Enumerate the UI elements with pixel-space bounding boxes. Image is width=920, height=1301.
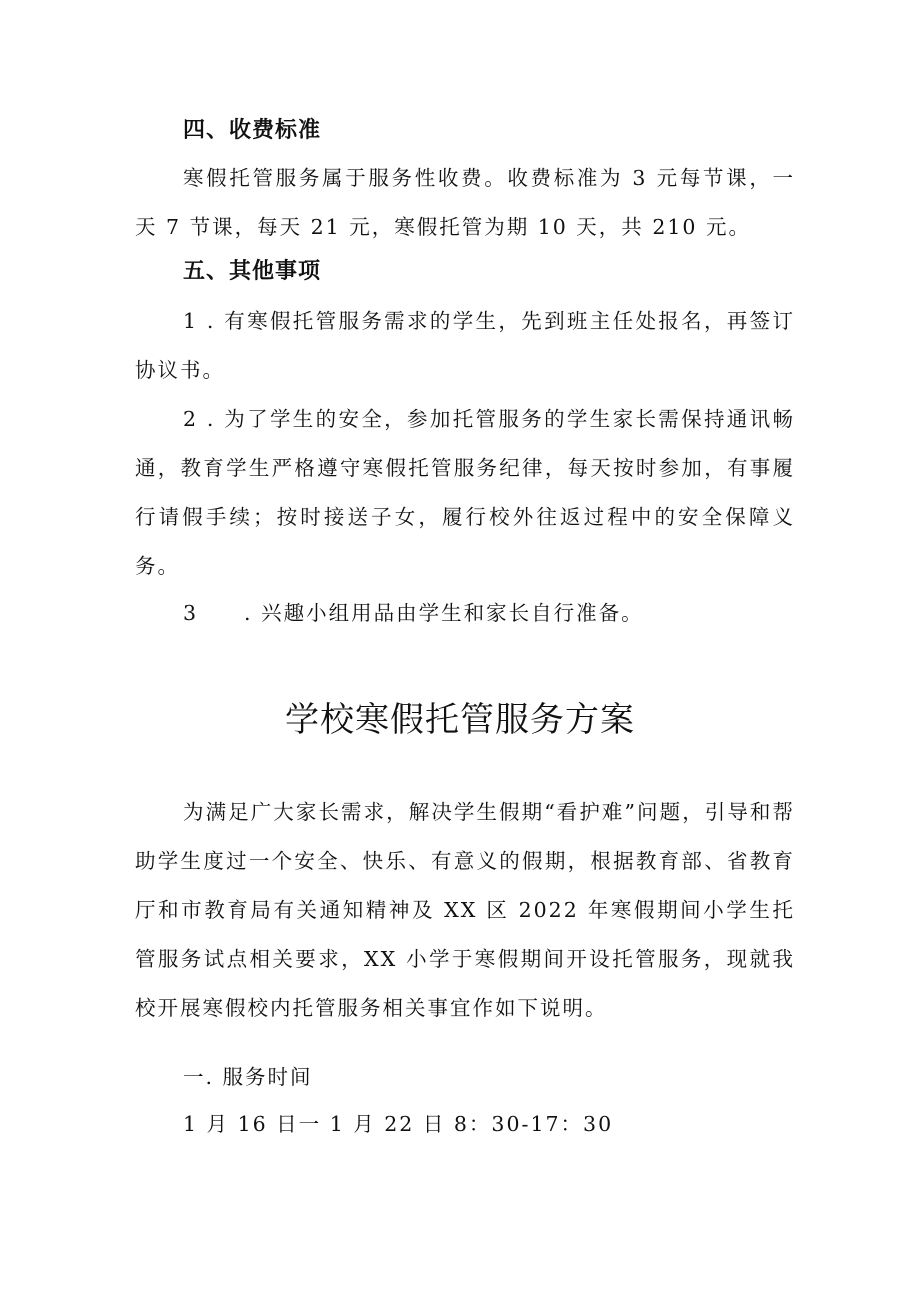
other-matters-item-3 — [183, 598, 644, 628]
section-heading-other-matters: 五、其他事项 — [183, 259, 322, 284]
service-time-value: 1 月 16 日一 1 月 22 日 8：30-17：30 — [183, 1112, 614, 1136]
section-heading-fees: 四、收费标准 — [183, 118, 322, 143]
item-3-text: . 兴趣小组用品由学生和家长自行准备。 — [244, 601, 644, 625]
item-3-number: 3 — [183, 601, 199, 625]
other-matters-item-1: 1 . 有寒假托管服务需求的学生，先到班主任处报名，再签订协议书。 — [135, 309, 795, 382]
document-title: 学校寒假托管服务方案 — [285, 700, 635, 740]
other-matters-item-2: 2 . 为了学生的安全，参加托管服务的学生家长需保持通讯畅通，教育学生严格遵守寒假托管服务纪律，每天按时参加，有事履行请假手续；按时接送子女，履行校外往返过程中的安全保障义务。 — [135, 407, 795, 578]
fees-paragraph: 寒假托管服务属于服务性收费。收费标准为 3 元每节课，一天 7 节课，每天 21 元，寒假托管为期 10 天，共 210 元。 — [135, 166, 795, 239]
service-time-heading: 一. 服务时间 — [183, 1065, 313, 1089]
intro-paragraph: 为满足广大家长需求，解决学生假期“看护难”问题，引导和帮助学生度过一个安全、快乐、有意义的假期，根据教育部、省教育厅和市教育局有关通知精神及 XX 区 2022 年寒假期间小学生托管服务试点相关要求，XX 小学于寒假期间开设托管服务，现就我校开展寒假校内托管服务相关事宜作如下说明。 — [135, 800, 795, 1020]
